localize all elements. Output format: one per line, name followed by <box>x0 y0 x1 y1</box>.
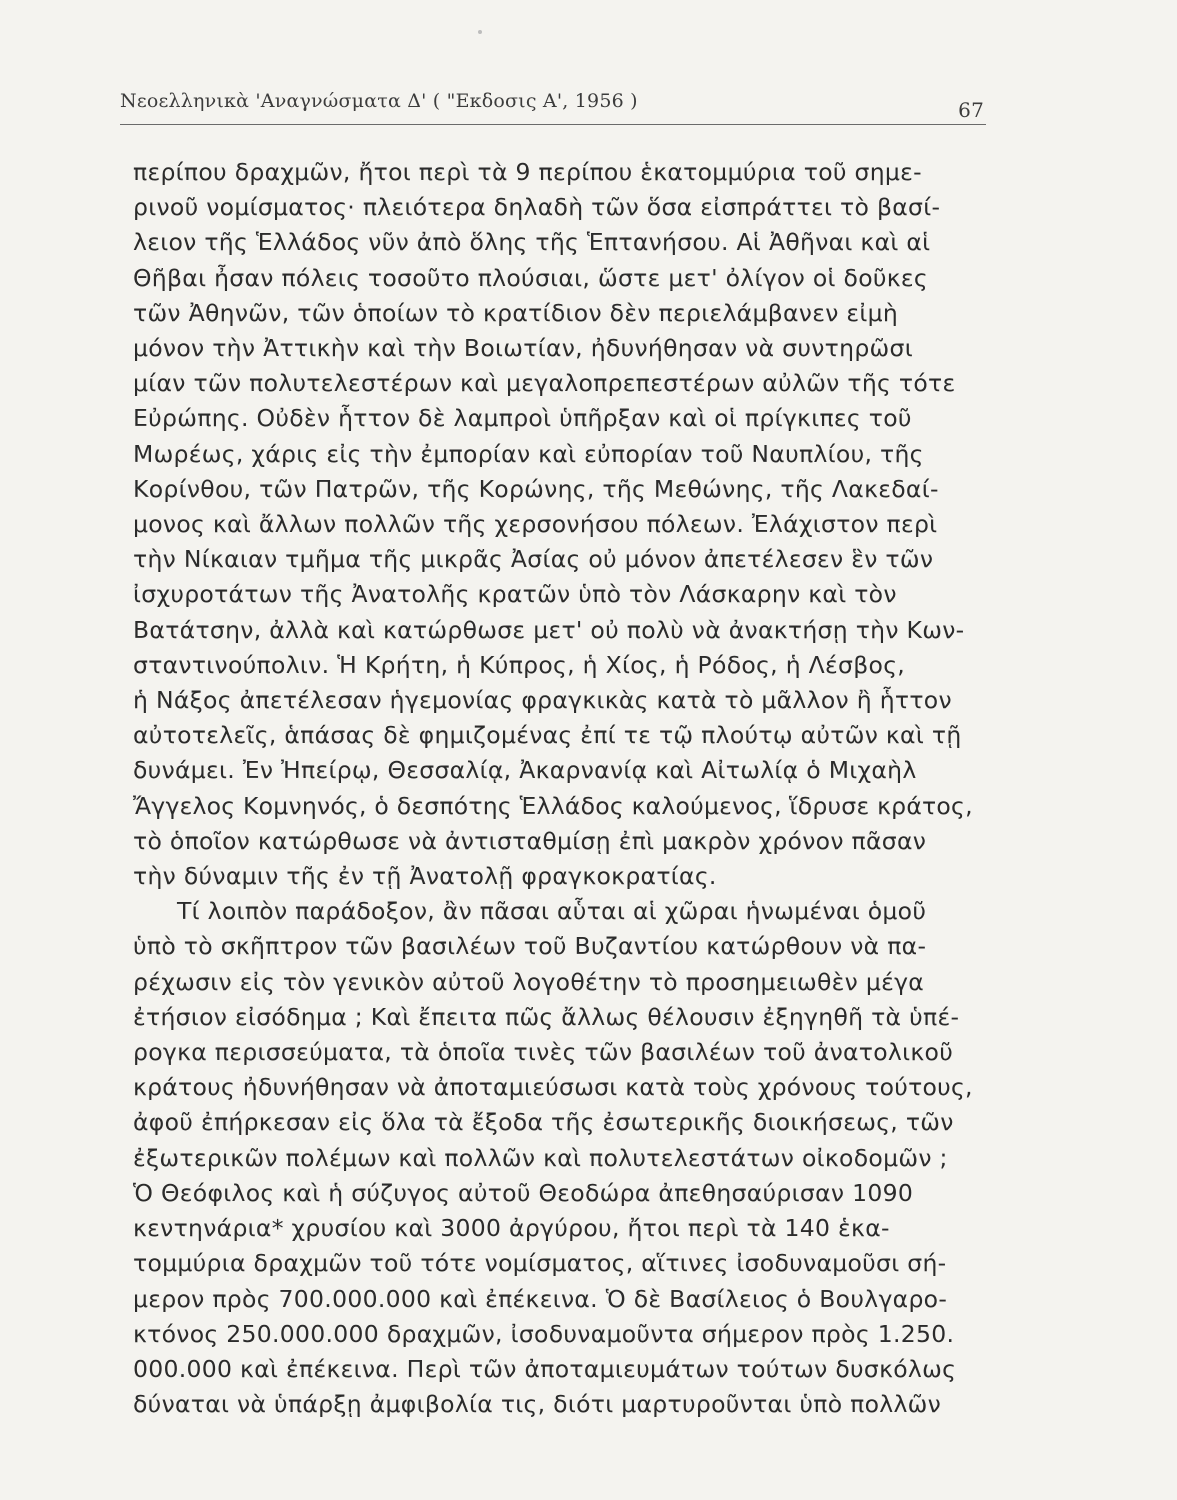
text-line: μόνον τὴν Ἀττικὴν καὶ τὴν Βοιωτίαν, ἠδυνήθησαν νὰ συντηρῶσι <box>133 334 913 363</box>
text-line: Κορίνθου, τῶν Πατρῶν, τῆς Κορώνης, τῆς Μεθώνης, τῆς Λακεδαί- <box>133 474 939 503</box>
text-line: μερον πρὸς 700.000.000 καὶ ἐπέκεινα. Ὁ δὲ Βασίλειος ὁ Βουλγαρο- <box>133 1284 948 1313</box>
text-line: ἰσχυροτάτων τῆς Ἀνατολῆς κρατῶν ὑπὸ τὸν Λάσκαρην καὶ τὸν <box>133 580 897 609</box>
text-line: λειον τῆς Ἑλλάδος νῦν ἀπὸ ὅλης τῆς Ἑπτανήσου. Αἱ Ἀθῆναι καὶ αἱ <box>133 228 931 257</box>
text-line: ὑπὸ τὸ σκῆπτρον τῶν βασιλέων τοῦ Βυζαντίου κατώρθουν νὰ πα- <box>133 932 927 961</box>
text-line: 000.000 καὶ ἐπέκεινα. Περὶ τῶν ἀποταμιευμάτων τούτων δυσκόλως <box>133 1354 957 1383</box>
text-line: μονος καὶ ἄλλων πολλῶν τῆς χερσονήσου πόλεων. Ἐλάχιστον περὶ <box>133 510 938 539</box>
text-line: Θῆβαι ἦσαν πόλεις τοσοῦτο πλούσιαι, ὥστε μετ' ὀλίγον οἱ δοῦκες <box>133 263 929 292</box>
text-line: τὴν Νίκαιαν τμῆμα τῆς μικρᾶς Ἀσίας οὐ μόνον ἀπετέλεσεν ἓν τῶν <box>133 545 934 574</box>
text-line: ἐτήσιον εἰσόδημα ; Καὶ ἔπειτα πῶς ἄλλως θέλουσιν ἐξηγηθῆ τὰ ὑπέ- <box>133 1002 960 1031</box>
text-line: σταντινούπολιν. Ἡ Κρήτη, ἡ Κύπρος, ἡ Χίος, ἡ Ρόδος, ἡ Λέσβος, <box>133 650 906 679</box>
text-line: περίπου δραχμῶν, ἤτοι περὶ τὰ 9 περίπου ἑκατομμύρια τοῦ σημε- <box>133 158 922 186</box>
text-line: κεντηνάρια* χρυσίου καὶ 3000 ἀργύρου, ἤτοι περὶ τὰ 140 ἑκα- <box>133 1214 890 1243</box>
paper-speck <box>478 30 482 34</box>
text-line: Εὐρώπης. Οὐδὲν ἧττον δὲ λαμπροὶ ὑπῆρξαν καὶ οἱ πρίγκιπες τοῦ <box>133 404 912 433</box>
text-line: ρινοῦ νομίσματος· πλειότερα δηλαδὴ τῶν ὅσα εἰσπράττει τὸ βασί- <box>133 193 941 222</box>
text-line: ρέχωσιν εἰς τὸν γενικὸν αὐτοῦ λογοθέτην τὸ προσημειωθὲν μέγα <box>133 967 925 996</box>
body-text <box>133 155 973 1422</box>
text-line: τῶν Ἀθηνῶν, τῶν ὁποίων τὸ κρατίδιον δὲν περιελάμβανεν εἰμὴ <box>133 298 899 327</box>
text-line: κτόνος 250.000.000 δραχμῶν, ἰσοδυναμοῦντα σήμερον πρὸς 1.250. <box>133 1319 955 1348</box>
text-line: Ὁ Θεόφιλος καὶ ἡ σύζυγος αὐτοῦ Θεοδώρα ἀπεθησαύρισαν 1090 <box>133 1178 914 1207</box>
text-line: αὐτοτελεῖς, ἁπάσας δὲ φημιζομένας ἐπί τε τῷ πλούτῳ αὐτῶν καὶ τῇ <box>133 721 962 750</box>
text-line: δυνάμει. Ἐν Ἠπείρῳ, Θεσσαλίᾳ, Ἀκαρνανίᾳ καὶ Αἰτωλίᾳ ὁ Μιχαὴλ <box>133 756 917 785</box>
text-line: τομμύρια δραχμῶν τοῦ τότε νομίσματος, αἵτινες ἰσοδυναμοῦσι σή- <box>133 1249 947 1278</box>
text-line: Βατάτσην, ἀλλὰ καὶ κατώρθωσε μετ' οὐ πολὺ νὰ ἀνακτήσῃ τὴν Κων- <box>133 615 965 644</box>
paragraph-start-line: Τί λοιπὸν παράδοξον, ἂν πᾶσαι αὗται αἱ χῶραι ἡνωμέναι ὁμοῦ <box>177 897 927 926</box>
text-line: Ἄγγελος Κομνηνός, ὁ δεσπότης Ἑλλάδος καλούμενος, ἵδρυσε κράτος, <box>133 791 973 820</box>
text-line: ρογκα περισσεύματα, τὰ ὁποῖα τινὲς τῶν βασιλέων τοῦ ἀνατολικοῦ <box>133 1038 954 1067</box>
text-line: ἀφοῦ ἐπήρκεσαν εἰς ὅλα τὰ ἔξοδα τῆς ἐσωτερικῆς διοικήσεως, τῶν <box>133 1108 954 1137</box>
text-line: τὴν δύναμιν τῆς ἐν τῇ Ἀνατολῇ φραγκοκρατίας. <box>133 862 717 891</box>
text-line: ἡ Νάξος ἀπετέλεσαν ἡγεμονίας φραγκικὰς κατὰ τὸ μᾶλλον ἢ ἧττον <box>133 686 952 715</box>
header-title: Νεοελληνικὰ 'Αναγνώσματα Δ' ( "Εκδοσις Α', 1956 ) <box>120 90 638 112</box>
text-line: μίαν τῶν πολυτελεστέρων καὶ μεγαλοπρεπεστέρων αὐλῶν τῆς τότε <box>133 369 956 398</box>
text-line: κράτους ἠδυνήθησαν νὰ ἀποταμιεύσωσι κατὰ τοὺς χρόνους τούτους, <box>133 1073 973 1102</box>
header-rule <box>120 124 986 125</box>
text-line: τὸ ὁποῖον κατώρθωσε νὰ ἀντισταθμίσῃ ἐπὶ μακρὸν χρόνον πᾶσαν <box>133 826 927 855</box>
page-number: 67 <box>958 98 984 122</box>
text-line: Μωρέως, χάρις εἰς τὴν ἐμπορίαν καὶ εὐπορίαν τοῦ Ναυπλίου, τῆς <box>133 439 924 468</box>
text-line: ἐξωτερικῶν πολέμων καὶ πολλῶν καὶ πολυτελεστάτων οἰκοδομῶν ; <box>133 1143 948 1172</box>
text-line: δύναται νὰ ὑπάρξῃ ἀμφιβολία τις, διότι μαρτυροῦνται ὑπὸ πολλῶν <box>133 1390 942 1419</box>
running-header <box>120 90 986 122</box>
